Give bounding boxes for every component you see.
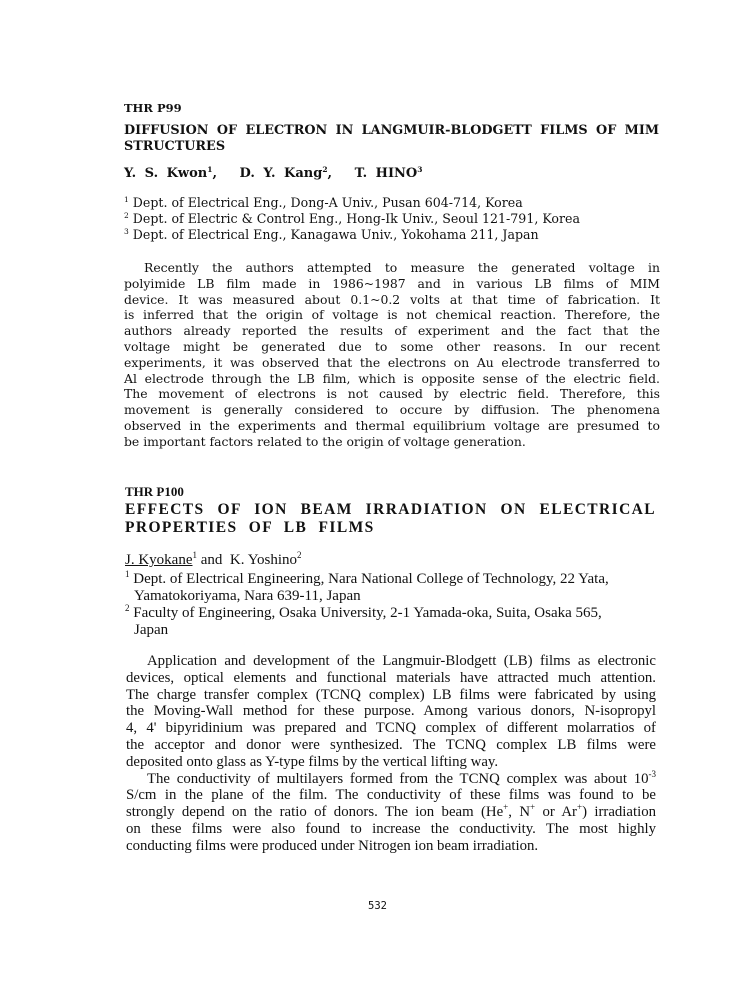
affiliation-continued: Yamatokoriyama, Nara 639-11, Japan (134, 588, 361, 604)
body-line: deposited onto glass as Y-type films by the vertical lifting way. (126, 753, 499, 770)
author-name: T. HINO (354, 166, 418, 181)
author-list (125, 552, 302, 569)
author-affil-mark: 2 (322, 165, 328, 174)
affil-text: Dept. of Electrical Eng., Dong-A Univ., Pusan 604-714, Korea (132, 195, 523, 210)
author-affil-mark: 2 (297, 550, 302, 560)
abstract-title (125, 501, 656, 537)
body-line: is inferred that the origin of voltage is not chemical reaction. Therefore, the (124, 307, 660, 323)
author-list: Y. S. Kwon$^1$, D. Y. Kang$^2$, T. HINO$^3$ (124, 165, 423, 181)
body-line: the acceptor and donor were synthesized. The TCNQ complex LB films were (126, 736, 656, 753)
affil-mark: 1 (124, 195, 129, 204)
abstract-body (126, 653, 656, 855)
affil-text: Faculty of Engineering, Osaka University, 2-1 Yamada-oka, Suita, Osaka 565, (133, 605, 602, 621)
body-line: The movement of electrons is not caused by electric field. Therefore, this (124, 386, 660, 402)
affil-text: Dept. of Electrical Eng., Kanagawa Univ., Yokohama 211, Japan (132, 226, 539, 242)
charge-mark: + (530, 802, 536, 813)
body-line: movement is generally considered to occure by diffusion. The phenomena (124, 402, 660, 418)
abstract-code: THR P99 (124, 101, 182, 115)
affil-mark: 2 (125, 603, 130, 613)
body-line: be important factors related to the origin of voltage generation. (124, 433, 526, 449)
affil-mark: 2 (124, 210, 129, 220)
body-line: conducting films were produced under Nitrogen ion beam irradiation. (126, 837, 539, 854)
body-line: S/cm in the plane of the film. The conductivity of these films was found to be (126, 787, 656, 804)
author-joiner: and (200, 552, 223, 568)
author-affil-mark: 1 (207, 165, 213, 174)
author-name: J. Kyokane (125, 552, 193, 568)
abstract-title (124, 123, 659, 155)
abstract-code: THR P100 (125, 484, 184, 499)
body-line: Application and development of the Langmuir-Blodgett (LB) films as electronic (147, 653, 656, 669)
affiliation (125, 571, 665, 588)
body-line: the Moving-Wall method for these purpose. Among various donors, N-isopropyl (126, 703, 656, 720)
body-line (126, 804, 656, 821)
affiliation-continued: Japan (134, 622, 169, 638)
body-line: device. It was measured about 0.1~0.2 volts at that time of fabrication. It (124, 291, 660, 307)
affil-mark: 1 (125, 569, 130, 579)
title-line: STRUCTURES (124, 139, 226, 154)
affiliation (124, 227, 580, 243)
body-text: ) irradiation (582, 804, 656, 821)
affiliation (125, 605, 665, 622)
body-line: voltage might be generated due to some other reasons. In our recent (124, 338, 660, 354)
affil-text: Dept. of Electric & Control Eng., Hong-Ik Univ., Seoul 121-791, Korea (132, 210, 580, 226)
affiliation (124, 195, 580, 211)
charge-mark: + (503, 802, 509, 813)
exponent: -3 (648, 768, 656, 779)
body-line: authors already reported the results of experiment and the fact that the (124, 323, 660, 339)
body-line: The charge transfer complex (TCNQ complex) LB films were fabricated by using (126, 686, 656, 703)
affiliation-list (124, 195, 580, 242)
author-name: D. Y. Kang (239, 166, 323, 181)
author-name: Y. S. Kwon (124, 166, 208, 181)
page-number: 532 (368, 900, 387, 912)
author-name: K. Yoshino (229, 552, 298, 568)
affiliation (124, 211, 580, 227)
affil-text: Dept. of Electrical Engineering, Nara National College of Technology, 22 Yata, (133, 571, 609, 587)
title-line: EFFECTS OF ION BEAM IRRADIATION ON ELECTRICAL (125, 501, 656, 518)
body-line: experiments, it was observed that the electrons on Au electrode transferred to (124, 354, 660, 370)
title-line: DIFFUSION OF ELECTRON IN LANGMUIR-BLODGETT FILMS OF MIM (124, 123, 659, 138)
body-text: or Ar (535, 804, 577, 821)
author-affil-mark: 3 (417, 165, 423, 174)
body-text: , N (508, 804, 531, 821)
body-line: observed in the experiments and thermal equilibrium voltage are presumed to (124, 417, 660, 433)
charge-mark: + (576, 802, 583, 813)
body-line: Al electrode through the LB film, which is opposite sense of the electric field. (124, 370, 660, 386)
abstract-body (124, 260, 660, 450)
body-line: on these films were also found to increase the conductivity. The most highly (126, 820, 656, 837)
affil-mark: 3 (124, 226, 129, 236)
body-line: 4, 4' bipyridinium was prepared and TCNQ complex of different molarratios of (126, 720, 656, 737)
body-line: polyimide LB film made in 1986~1987 and in various LB films of MIM (124, 275, 660, 291)
body-text: The conductivity of multilayers formed from the TCNQ complex was about 10 (147, 770, 649, 787)
author-affil-mark: 1 (192, 550, 197, 560)
title-line: PROPERTIES OF LB FILMS (125, 519, 375, 536)
body-line: devices, optical elements and functional materials have attracted much attention. (126, 669, 656, 686)
body-text: strongly depend on the ratio of donors. The ion beam (He (126, 804, 504, 821)
body-line (126, 768, 656, 788)
body-line: Recently the authors attempted to measure the generated voltage in (144, 260, 660, 275)
affiliation-list (125, 571, 665, 639)
